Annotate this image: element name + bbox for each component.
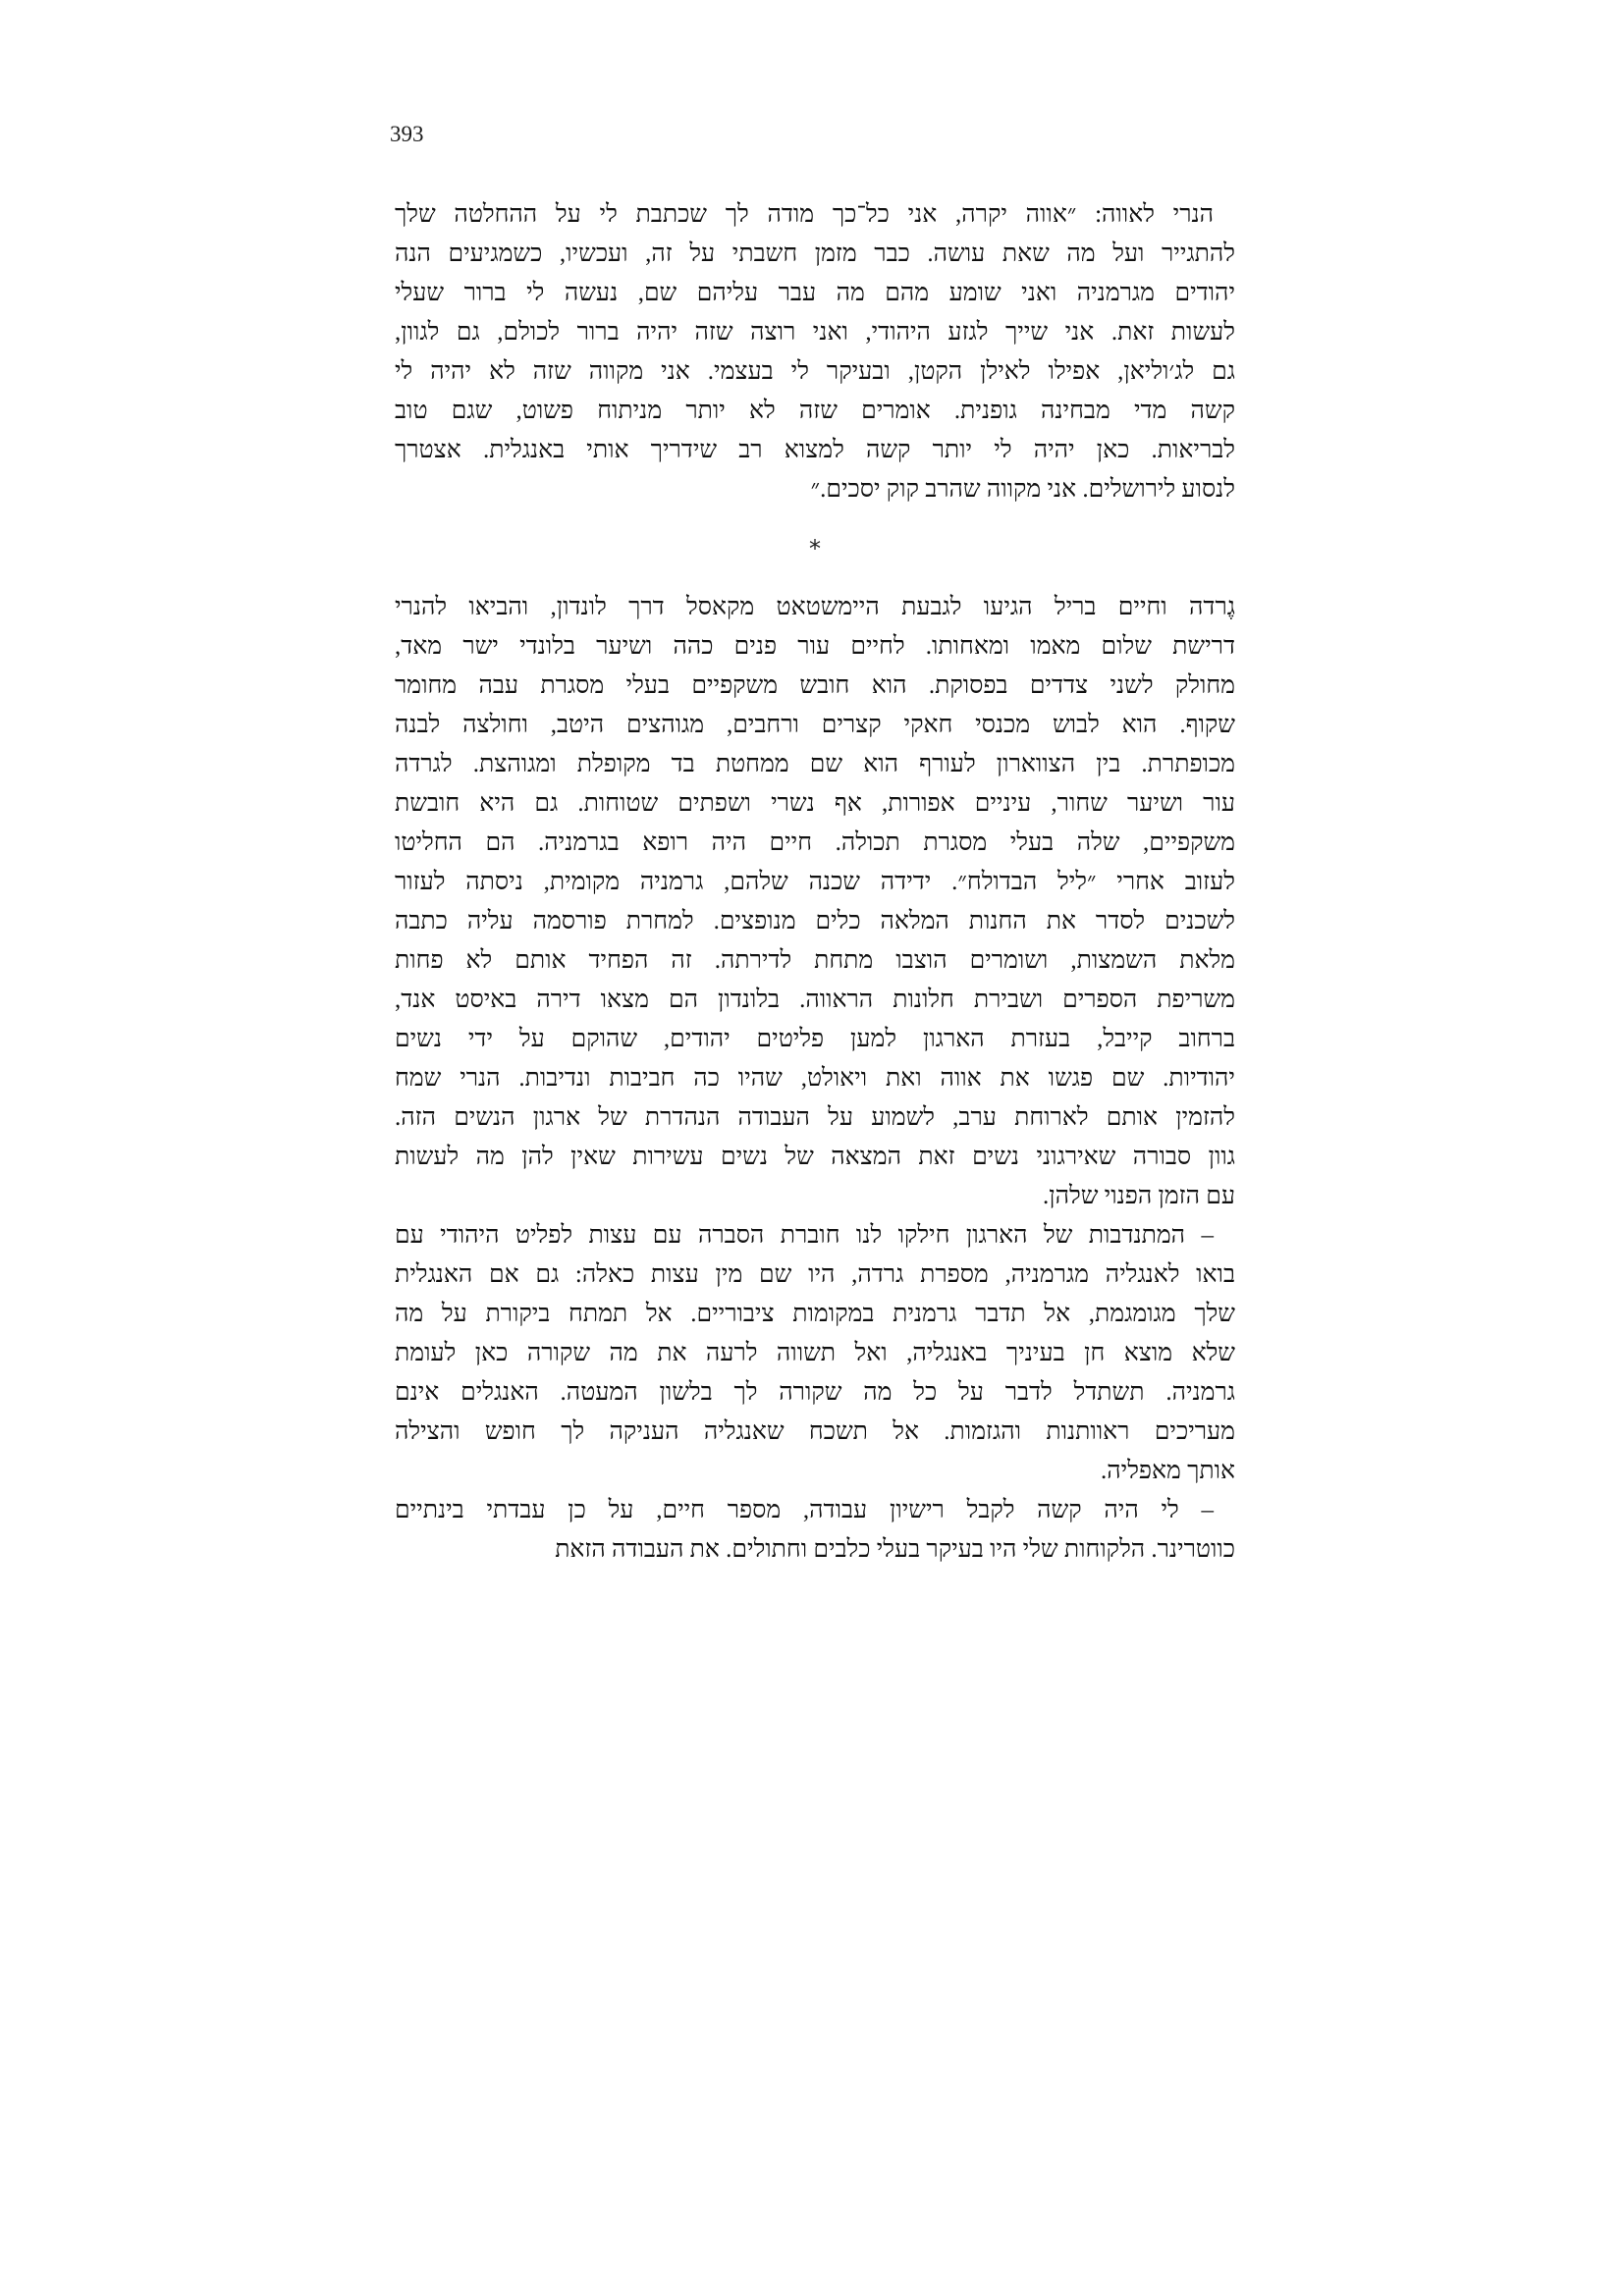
text-line: אותך מאפליה.: [1101, 1458, 1235, 1484]
text-line: לעזוב אחרי ״ליל הבדולח״. ידידה שכנה שלהם, גרמניה מקומית, ניסתה לעזור: [395, 869, 1235, 895]
text-line: הנרי לאווה: ״אווה יקרה, אני כל־כך מודה לך שכתבת לי על ההחלטה שלך: [395, 201, 1214, 228]
text-line: לשכנים לסדר את החנות המלאה כלים מנופצים. למחרת פורסמה עליה כתבה: [395, 908, 1235, 934]
text-line: גם לג׳וליאן, אפילו לאילן הקטן, ובעיקר לי בעצמי. אני מקווה שזה לא יהיה לי: [395, 358, 1235, 385]
text-line: גרמניה. תשתדל לדבר על כל מה שקורה לך בלשון המעטה. האנגלים אינם: [395, 1379, 1235, 1406]
text-line: לבריאות. כאן יהיה לי יותר קשה למצוא רב שידריך אותי באנגלית. אצטרך: [395, 437, 1235, 463]
paragraph: [395, 1216, 1235, 1491]
text-line: דרישת שלום מאמו ומאחותו. לחיים עור פנים כהה ושיער בלונדי ישר מאד,: [395, 633, 1235, 660]
text-line: מעריכים ראוותנות והגזמות. אל תשכח שאנגליה העניקה לך חופש והצילה: [395, 1418, 1235, 1445]
text-line: מלאת השמצות, ושומרים הוצבו מתחת לדירתה. זה הפחיד אותם לא פחות: [395, 947, 1235, 974]
page-number: 393: [390, 122, 424, 146]
paragraph: [395, 195, 1235, 509]
text-line: גוון סבורה שאירגוני נשים זאת המצאה של נשים עשירות שאין להן מה לעשות: [395, 1144, 1235, 1170]
section-separator: *: [809, 535, 821, 562]
text-line: משריפת הספרים ושבירת חלונות הראווה. בלונדון הם מצאו דירה באיסט אנד,: [395, 987, 1235, 1013]
text-line: מחולק לשני צדדים בפסוקת. הוא חובש משקפיים בעלי מסגרת עבה מחומר: [395, 672, 1235, 699]
text-line: – המתנדבות של הארגון חילקו לנו חוברת הסברה עם עצות לפליט היהודי עם: [395, 1222, 1214, 1249]
text-line: מכופתרת. בין הצווארון לעורף הוא שם ממחטת בד מקופלת ומגוהצת. לגרדה: [395, 751, 1235, 777]
text-line: לנסוע לירושלים. אני מקווה שהרב קוק יסכים.״: [810, 476, 1235, 503]
text-line: בואו לאנגליה מגרמניה, מספרת גרדה, היו שם מין עצות כאלה: גם אם האנגלית: [395, 1261, 1235, 1288]
body-text: [395, 195, 1235, 1570]
text-line: יהודיות. שם פגשו את אווה ואת ויאולט, שהיו כה חביבות ונדיבות. הנרי שמח: [395, 1065, 1235, 1092]
text-line: יהודים מגרמניה ואני שומע מהם מה עבר עליהם שם, נעשה לי ברור שעלי: [395, 280, 1235, 306]
paragraph: [395, 588, 1235, 1216]
text-line: לעשות זאת. אני שייך לגזע היהודי, ואני רוצה שזה יהיה ברור לכולם, גם לגוון,: [395, 319, 1235, 346]
text-line: קשה מדי מבחינה גופנית. אומרים שזה לא יותר מניתוח פשוט, שגם טוב: [395, 398, 1235, 424]
paragraph: [395, 1491, 1235, 1570]
text-line: להזמין אותם לארוחת ערב, לשמוע על העבודה הנהדרת של ארגון הנשים הזה.: [395, 1104, 1235, 1131]
text-line: עם הזמן הפנוי שלהן.: [1043, 1183, 1235, 1209]
text-line: כווטרינר. הלקוחות שלי היו בעיקר בעלי כלבים וחתולים. את העבודה הזאת: [555, 1536, 1235, 1563]
text-line: ברחוב קייבל, בעזרת הארגון למען פליטים יהודים, שהוקם על ידי נשים: [395, 1026, 1235, 1052]
text-line: משקפיים, שלה בעלי מסגרת תכולה. חיים היה רופא בגרמניה. הם החליטו: [395, 829, 1235, 856]
text-line: שקוף. הוא לבוש מכנסי חאקי קצרים ורחבים, מגוהצים היטב, וחולצה לבנה: [395, 712, 1235, 738]
text-line: עור ושיער שחור, עיניים אפורות, אף נשרי ושפתים שטוחות. גם היא חובשת: [395, 790, 1235, 817]
text-line: גֶרדה וחיים בריל הגיעו לגבעת היימשטאט מקאסל דרך לונדון, והביאו להנרי: [395, 594, 1235, 620]
text-line: שלא מוצא חן בעיניך באנגליה, ואל תשווה לרעה את מה שקורה כאן לעומת: [395, 1340, 1235, 1366]
text-line: שלך מגומגמת, אל תדבר גרמנית במקומות ציבוריים. אל תמתח ביקורת על מה: [395, 1301, 1235, 1327]
text-line: להתגייר ועל מה שאת עושה. כבר מזמן חשבתי על זה, ועכשיו, כשמגיעים הנה: [395, 240, 1235, 267]
text-line: – לי היה קשה לקבל רישיון עבודה, מספר חיים, על כן עבדתי בינתיים: [395, 1497, 1214, 1523]
